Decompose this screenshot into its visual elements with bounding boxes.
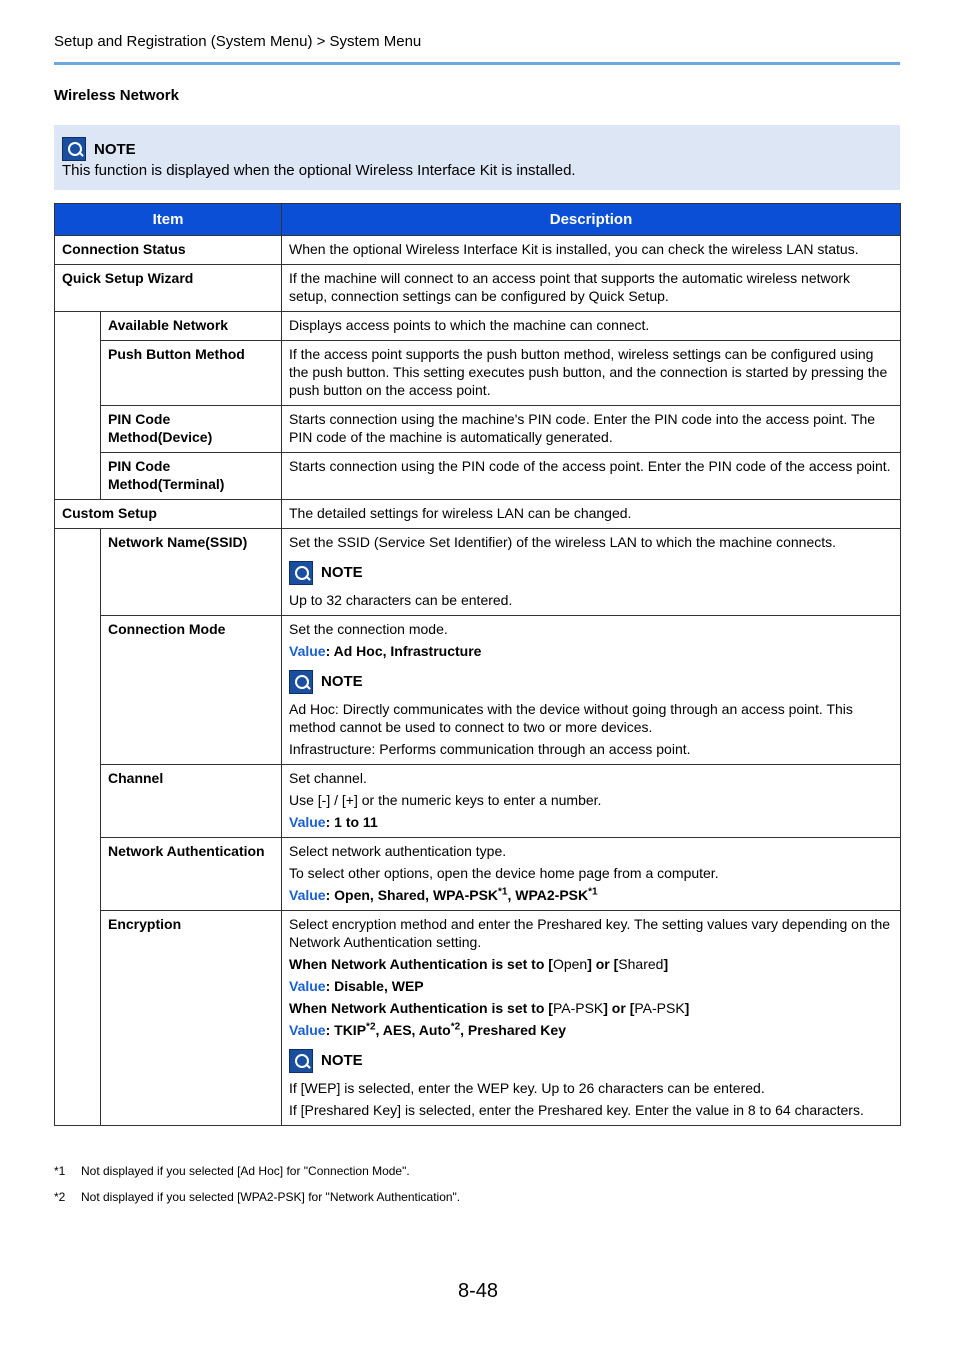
desc-quick-setup-wizard: If the machine will connect to an access point that supports the automatic wireless network setup, connection settings can be configured by Quick Setup. — [282, 265, 901, 312]
desc-push-button-method: If the access point supports the push button method, wireless settings can be configured using the push button. This setting executes push button, and the connection is started by pressing the push button on the access point. — [282, 341, 901, 406]
note-text: If [Preshared Key] is selected, enter the Preshared key. Enter the value in 8 to 64 characters. — [289, 1102, 864, 1118]
desc-available-network: Displays access points to which the machine can connect. — [282, 312, 901, 341]
item-connection-status: Connection Status — [55, 236, 282, 265]
note-header — [289, 1049, 892, 1073]
note-text: Infrastructure: Performs communication through an access point. — [289, 741, 691, 757]
note-label: NOTE — [321, 673, 363, 690]
condition-text: When Network Authentication is set to [ — [289, 1000, 553, 1016]
desc-text: To select other options, open the device home page from a computer. — [289, 865, 719, 881]
item-encryption: Encryption — [101, 911, 282, 1126]
desc-connection-status: When the optional Wireless Interface Kit is installed, you can check the wireless LAN status. — [282, 236, 901, 265]
item-available-network: Available Network — [101, 312, 282, 341]
desc-network-authentication — [282, 838, 901, 911]
condition-option: Open — [552, 956, 588, 972]
note-label: NOTE — [321, 1052, 363, 1069]
value-label: Value — [289, 643, 326, 659]
desc-text: Set channel. — [289, 770, 367, 786]
value-line — [289, 886, 892, 904]
note-magnifier-icon — [289, 561, 313, 585]
value-text: : 1 to 11 — [325, 814, 378, 830]
footnote-ref: *1 — [498, 886, 508, 898]
item-quick-setup-wizard: Quick Setup Wizard — [55, 265, 282, 312]
table-row — [55, 236, 901, 265]
desc-encryption — [282, 911, 901, 1126]
note-text: Ad Hoc: Directly communicates with the device without going through an access point. This method cannot be used to connect to two or more devices. — [289, 701, 853, 735]
item-pin-code-device: PIN Code Method(Device) — [101, 406, 282, 453]
note-magnifier-icon — [62, 137, 86, 161]
table-row — [55, 341, 901, 406]
value-text: , AES, Auto — [375, 1022, 451, 1038]
value-line — [289, 642, 892, 660]
desc-text: Use [-] / [+] or the numeric keys to enter a number. — [289, 792, 602, 808]
value-text: : Disable, WEP — [325, 978, 424, 994]
note-magnifier-icon — [289, 1049, 313, 1073]
section-title: Wireless Network — [54, 87, 179, 104]
item-pin-code-terminal: PIN Code Method(Terminal) — [101, 453, 282, 500]
page-number: 8-48 — [458, 1280, 499, 1302]
note-label: NOTE — [321, 564, 363, 581]
condition-text: When Network Authentication is set to [ — [289, 956, 553, 972]
desc-text: Select network authentication type. — [289, 843, 507, 859]
condition-text: ] — [684, 1000, 690, 1016]
table-row — [55, 838, 901, 911]
condition-option: PA-PSK — [634, 1000, 685, 1016]
footnote-ref: *2 — [366, 1021, 376, 1033]
desc-pin-code-device: Starts connection using the machine's PIN code. Enter the PIN code into the access point. The PIN code of the machine is automatically generated. — [282, 406, 901, 453]
value-text: , WPA2-PSK — [507, 887, 589, 903]
value-label: Value — [289, 887, 326, 903]
condition-text: ] — [663, 956, 669, 972]
indent-cell — [55, 529, 101, 1126]
value-text: : Open, Shared, WPA-PSK — [325, 887, 499, 903]
note-header — [62, 137, 136, 161]
value-text: , Preshared Key — [460, 1022, 566, 1038]
inline-note — [289, 670, 892, 758]
desc-text: Set the SSID (Service Set Identifier) of the wireless LAN to which the machine connects. — [289, 534, 837, 550]
value-line — [289, 813, 892, 831]
note-label: NOTE — [94, 140, 136, 158]
note-header — [289, 561, 892, 585]
condition-text: ] or [ — [587, 956, 619, 972]
footnote — [54, 1190, 460, 1204]
footnote-text: Not displayed if you selected [WPA2-PSK] for "Network Authentication". — [81, 1190, 461, 1204]
value-label: Value — [289, 814, 326, 830]
condition-option: PA-PSK — [552, 1000, 604, 1016]
column-header-description: Description — [282, 204, 901, 236]
value-text: : Ad Hoc, Infrastructure — [325, 643, 482, 659]
footnote — [54, 1164, 410, 1178]
footnote-mark: *2 — [54, 1190, 66, 1204]
desc-custom-setup: The detailed settings for wireless LAN can be changed. — [282, 500, 901, 529]
table-row — [55, 265, 901, 312]
note-header — [289, 670, 892, 694]
footnote-text: Not displayed if you selected [Ad Hoc] for "Connection Mode". — [81, 1164, 410, 1178]
desc-text: Set the connection mode. — [289, 621, 448, 637]
value-text: : TKIP — [325, 1022, 367, 1038]
table-row — [55, 529, 901, 616]
desc-text: Select encryption method and enter the Preshared key. The setting values vary depending on the Network Authentication setting. — [289, 916, 891, 950]
table-row — [55, 312, 901, 341]
value-label: Value — [289, 1022, 326, 1038]
note-magnifier-icon — [289, 670, 313, 694]
header-divider — [54, 62, 900, 65]
value-line — [289, 977, 892, 995]
column-header-item: Item — [55, 204, 282, 236]
note-box — [54, 125, 900, 190]
condition-line — [289, 999, 892, 1017]
condition-line — [289, 955, 892, 973]
table-row — [55, 765, 901, 838]
note-text: Up to 32 characters can be entered. — [289, 592, 513, 608]
condition-text: ] or [ — [603, 1000, 635, 1016]
inline-note — [289, 1049, 892, 1119]
footnote-mark: *1 — [54, 1164, 66, 1178]
table-row — [55, 453, 901, 500]
note-text: If [WEP] is selected, enter the WEP key. Up to 26 characters can be entered. — [289, 1080, 765, 1096]
indent-cell — [55, 312, 101, 500]
item-custom-setup: Custom Setup — [55, 500, 282, 529]
table-row — [55, 406, 901, 453]
inline-note — [289, 561, 892, 609]
desc-network-name — [282, 529, 901, 616]
item-push-button-method: Push Button Method — [101, 341, 282, 406]
value-line — [289, 1021, 892, 1039]
value-label: Value — [289, 978, 326, 994]
table-row — [55, 616, 901, 765]
item-connection-mode: Connection Mode — [101, 616, 282, 765]
footnote-ref: *2 — [450, 1021, 461, 1033]
desc-channel — [282, 765, 901, 838]
settings-table — [54, 203, 901, 1126]
desc-connection-mode — [282, 616, 901, 765]
table-row — [55, 500, 901, 529]
item-network-authentication: Network Authentication — [101, 838, 282, 911]
item-channel: Channel — [101, 765, 282, 838]
table-row — [55, 911, 901, 1126]
desc-pin-code-terminal: Starts connection using the PIN code of the access point. Enter the PIN code of the access point. — [282, 453, 901, 500]
table-header-row — [55, 204, 901, 236]
breadcrumb: Setup and Registration (System Menu) > System Menu — [54, 33, 422, 50]
item-network-name: Network Name(SSID) — [101, 529, 282, 616]
note-text: This function is displayed when the optional Wireless Interface Kit is installed. — [62, 162, 576, 179]
footnote-ref: *1 — [588, 886, 598, 898]
condition-option: Shared — [618, 956, 664, 972]
